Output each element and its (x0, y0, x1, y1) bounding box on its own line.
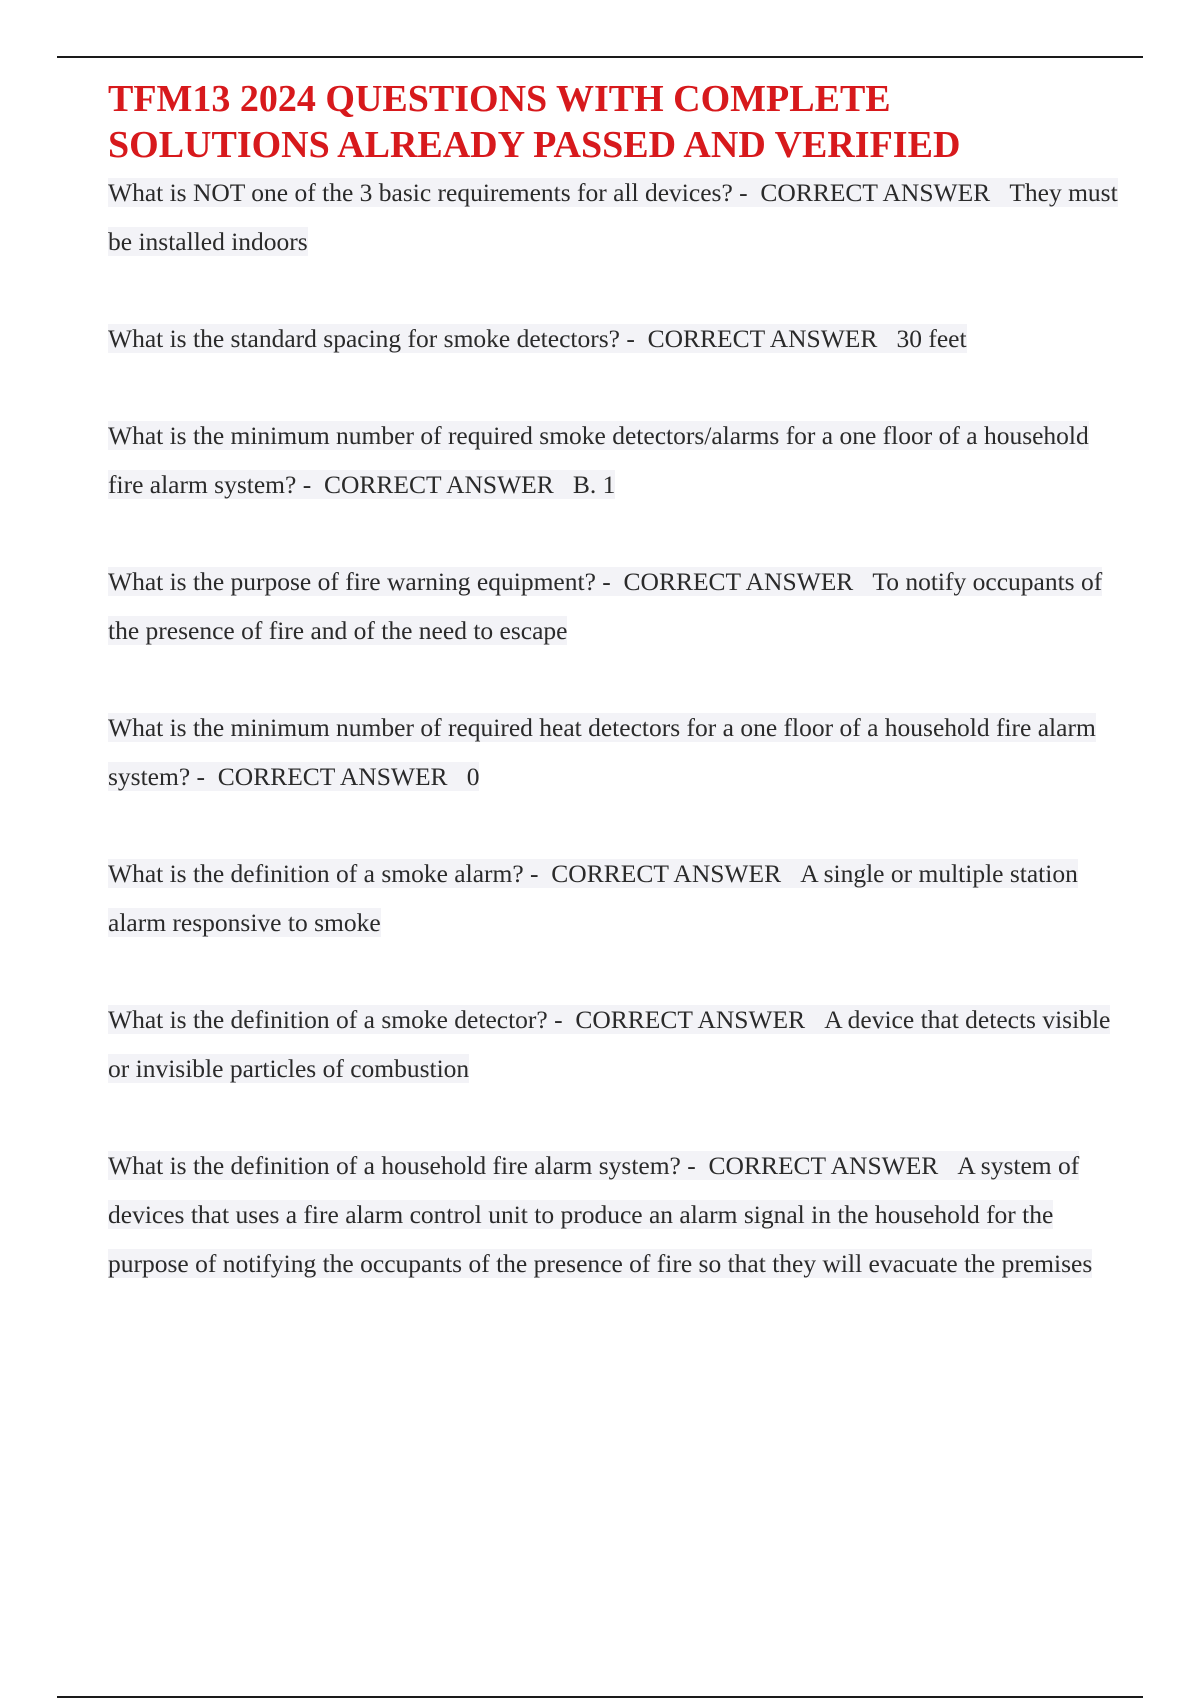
answer-label: CORRECT ANSWER (551, 859, 782, 888)
answer-text: A system of devices that uses a fire alarm control unit to produce an alarm signal in the household for the purpose of notifying the occupants of the presence of fire so that they will evacuate the premises (108, 1151, 1093, 1278)
answer-text: B. 1 (572, 470, 616, 499)
answer-text: To notify occupants of the presence of fire and of the need to escape (108, 567, 1103, 645)
bottom-rule (57, 1696, 1143, 1698)
separator: - (523, 859, 552, 888)
separator: - (595, 567, 624, 596)
question-text: What is NOT one of the 3 basic requirements for all devices? (108, 178, 733, 207)
qa-item (108, 314, 1118, 363)
answer-label: CORRECT ANSWER (760, 178, 991, 207)
answer-text: They must be installed indoors (108, 178, 1118, 256)
document-body (108, 76, 1118, 1336)
separator: - (732, 178, 761, 207)
question-text: What is the purpose of fire warning equipment? (108, 567, 596, 596)
separator: - (296, 470, 324, 499)
answer-text: 0 (466, 762, 480, 791)
question-text: What is the standard spacing for smoke detectors? (108, 324, 620, 353)
qa-item (108, 1141, 1118, 1288)
answer-text: A device that detects visible or invisible particles of combustion (108, 1005, 1111, 1083)
question-text: What is the definition of a smoke detector? (108, 1005, 548, 1034)
question-text: What is the minimum number of required smoke detectors/alarms for a one floor of a household fire alarm system? (108, 421, 1089, 499)
answer-label: CORRECT ANSWER (575, 1005, 806, 1034)
separator: - (619, 324, 648, 353)
top-rule (57, 56, 1143, 58)
question-text: What is the minimum number of required heat detectors for a one floor of a household fire alarm system? (108, 713, 1096, 791)
qa-item (108, 995, 1118, 1093)
document-title: TFM13 2024 QUESTIONS WITH COMPLETE SOLUTIONS ALREADY PASSED AND VERIFIED (108, 78, 961, 166)
qa-item (108, 557, 1118, 655)
separator: - (547, 1005, 576, 1034)
answer-text: A single or multiple station alarm responsive to smoke (108, 859, 1078, 937)
qa-item (108, 703, 1118, 801)
answer-text: 30 feet (896, 324, 967, 353)
answer-label: CORRECT ANSWER (647, 324, 878, 353)
question-text: What is the definition of a smoke alarm? (108, 859, 524, 888)
qa-item (108, 411, 1118, 509)
answer-label: CORRECT ANSWER (708, 1151, 939, 1180)
answer-label: CORRECT ANSWER (217, 762, 448, 791)
separator: - (680, 1151, 709, 1180)
question-text: What is the definition of a household fire alarm system? (108, 1151, 681, 1180)
answer-label: CORRECT ANSWER (623, 567, 854, 596)
qa-item (108, 849, 1118, 947)
qa-list (108, 168, 1118, 1288)
qa-item (108, 168, 1118, 266)
separator: - (190, 762, 218, 791)
answer-label: CORRECT ANSWER (323, 470, 554, 499)
